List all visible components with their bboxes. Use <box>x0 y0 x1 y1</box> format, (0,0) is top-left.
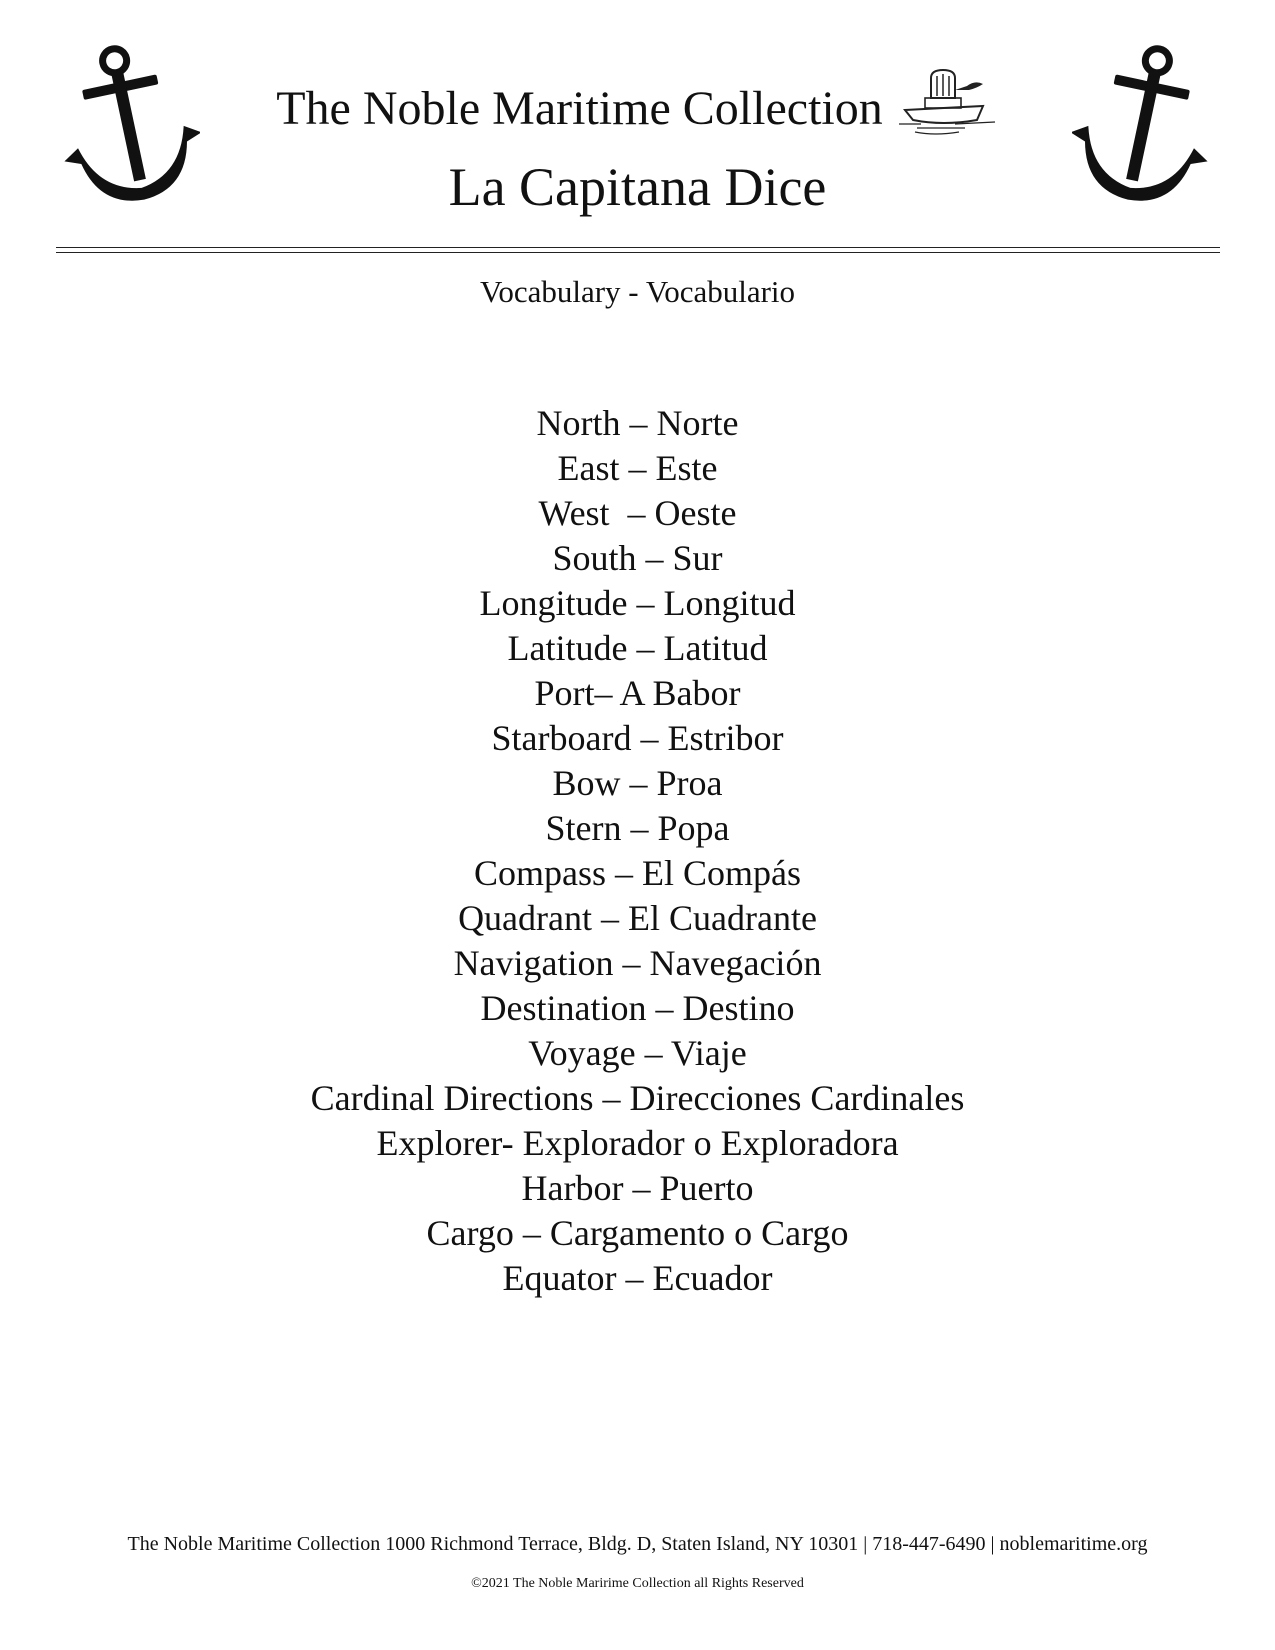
vocabulary-item: North – Norte <box>536 403 739 443</box>
header-divider <box>56 247 1220 248</box>
footer-address: The Noble Maritime Collection 1000 Richmond Terrace, Bldg. D, Staten Island, NY 10301 | 718-447-6490 | noblemaritime.org <box>127 1533 1148 1555</box>
vocabulary-item: Explorer- Explorador o Exploradora <box>376 1123 899 1163</box>
header-divider-secondary <box>56 252 1220 253</box>
vocabulary-item: Destination – Destino <box>480 988 795 1028</box>
ship-logo <box>895 64 999 138</box>
vocabulary-item: Longitude – Longitud <box>479 583 796 623</box>
vocabulary-item: West – Oeste <box>538 493 737 533</box>
vocabulary-item: Navigation – Navegación <box>453 943 822 983</box>
organization-title <box>0 64 1275 139</box>
vocabulary-item: Quadrant – El Cuadrante <box>458 898 817 938</box>
vocabulary-item: Latitude – Latitud <box>507 628 768 668</box>
vocabulary-item: Bow – Proa <box>552 763 723 803</box>
vocabulary-item: Equator – Ecuador <box>502 1258 773 1298</box>
vocabulary-item: Compass – El Compás <box>473 853 801 893</box>
vocabulary-item: Cargo – Cargamento o Cargo <box>426 1213 849 1253</box>
vocabulary-item: South – Sur <box>552 538 723 578</box>
vocabulary-item: Stern – Popa <box>545 808 730 848</box>
organization-name: The Noble Maritime Collection <box>276 82 883 135</box>
vocabulary-list <box>0 401 1275 1301</box>
vocabulary-item: Starboard – Estribor <box>491 718 784 758</box>
vocabulary-item: Voyage – Viaje <box>528 1033 747 1073</box>
vocabulary-item: Harbor – Puerto <box>521 1168 754 1208</box>
vocabulary-item: Cardinal Directions – Direcciones Cardinales <box>310 1078 965 1118</box>
ship-icon <box>895 64 999 138</box>
vocabulary-item: Port– A Babor <box>534 673 741 713</box>
page-title: La Capitana Dice <box>448 157 827 217</box>
footer-copyright: ©2021 The Noble Maririme Collection all Rights Reserved <box>471 1576 804 1591</box>
section-subtitle: Vocabulary - Vocabulario <box>479 274 796 309</box>
vocabulary-item: East – Este <box>557 448 718 488</box>
